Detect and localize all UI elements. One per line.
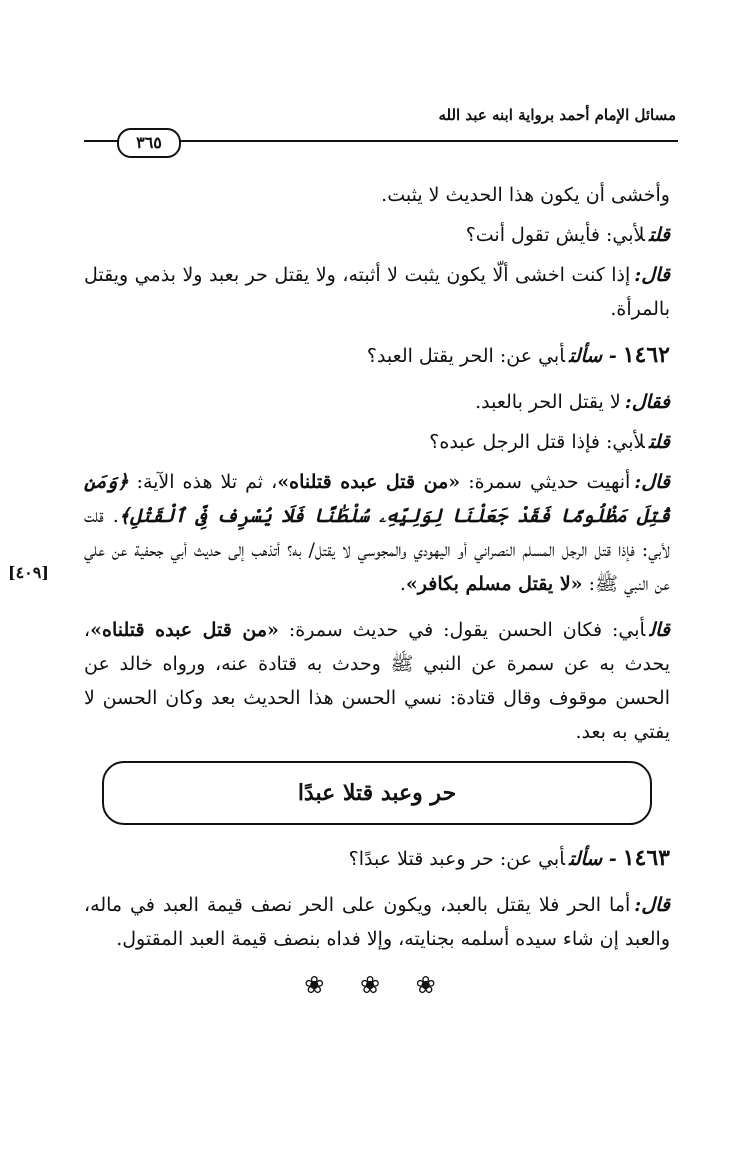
paragraph-answer: [84, 888, 670, 956]
section-title: حر وعبد قتلا عبدًا: [297, 780, 457, 806]
page-body: [84, 178, 670, 1002]
paragraph-text: لا يقتل الحر بالعبد.: [475, 391, 621, 413]
keyword-qal: قال:: [634, 264, 670, 286]
flower-ornament-icon: ❀ ❀ ❀: [304, 971, 450, 999]
hadith-quote: «لا يقتل مسلم بكافر»: [405, 573, 583, 595]
paragraph-text: أبي عن: حر وعبد قتلا عبدًا؟: [348, 848, 565, 870]
keyword-saalt: - سألت: [569, 345, 617, 367]
issue-number: ١٤٦٢: [622, 342, 670, 368]
keyword-saalt: - سألت: [569, 848, 617, 870]
issue-1463: [84, 841, 670, 876]
hadith-quote: «من قتل عبده قتلناه»: [90, 619, 279, 641]
paragraph-text: أبي: فكان الحسن يقول: في حديث سمرة:: [288, 619, 646, 641]
page-number: ٣٦٥: [117, 128, 181, 158]
paragraph-text: . قلت لأبي: فإذا قتل الرجل المسلم النصراني أو اليهودي والمجوسي لا يقتل/ به؟ أتذهب إلى حديث أبي جحفية عن علي عن النبي ﷺ:: [84, 505, 670, 595]
paragraph-question: [84, 218, 670, 252]
keyword-faqal: فقال:: [624, 391, 670, 413]
margin-reference: [٤٠٩]: [8, 563, 49, 582]
section-heading-box: [102, 761, 652, 825]
paragraph-answer: [84, 385, 670, 419]
keyword-qult: قلت: [648, 431, 670, 453]
issue-number: ١٤٦٣: [622, 845, 670, 871]
paragraph-text: ، يحدث به عن سمرة عن النبي ﷺ وحدث به قتادة عنه، ورواه خالد عن الحسن موقوف وقال قتادة: نسي الحسن هذا الحديث بعد وكان الحسن لا يفتي به بعد.: [84, 619, 670, 743]
paragraph-text: لأبي: فإذا قتل الرجل عبده؟: [429, 431, 645, 453]
keyword-qult: قلت: [648, 224, 670, 246]
keyword-qal: قال:: [634, 471, 670, 493]
paragraph-text: إذا كنت اخشى ألّا يكون يثبت لا أثبته، ولا يقتل حر بعبد ولا بذمي ويقتل بالمرأة.: [84, 264, 670, 320]
paragraph-text: ، ثم تلا هذه الآية:: [136, 471, 278, 493]
keyword-qal: قال:: [634, 894, 670, 916]
issue-1462: [84, 338, 670, 373]
paragraph-text: لأبي: فأيش تقول أنت؟: [465, 224, 645, 246]
running-title: مسائل الإمام أحمد برواية ابنه عبد الله: [438, 106, 676, 124]
paragraph-text: .: [399, 573, 406, 595]
paragraph-text: أنهيت حديثي سمرة:: [468, 471, 631, 493]
paragraph-question: [84, 425, 670, 459]
paragraph-text: وأخشى أن يكون هذا الحديث لا يثبت.: [381, 184, 670, 206]
keyword-qal: قال: [649, 619, 670, 641]
paragraph-answer: [84, 465, 670, 601]
paragraph-answer: [84, 613, 670, 749]
quran-verse: ﴿وَمَن قُتِلَ مَظْلُومًا فَقَدْ جَعَلْنَا لِوَلِيِّهِۦ سُلْطَٰنًا فَلَا يُسْرِف فِّى ٱلْقَتْلِ﴾: [84, 471, 670, 527]
paragraph-text: أما الحر فلا يقتل بالعبد، ويكون على الحر نصف قيمة العبد في ماله، والعبد إن شاء سيده أسلمه بجنايته، وإلا فداه بنصف قيمة العبد المقتول.: [84, 894, 670, 950]
hadith-quote: «من قتل عبده قتلناه»: [277, 471, 461, 493]
paragraph-text: أبي عن: الحر يقتل العبد؟: [366, 345, 565, 367]
paragraph-continuation: [84, 178, 670, 212]
paragraph-answer: [84, 258, 670, 326]
